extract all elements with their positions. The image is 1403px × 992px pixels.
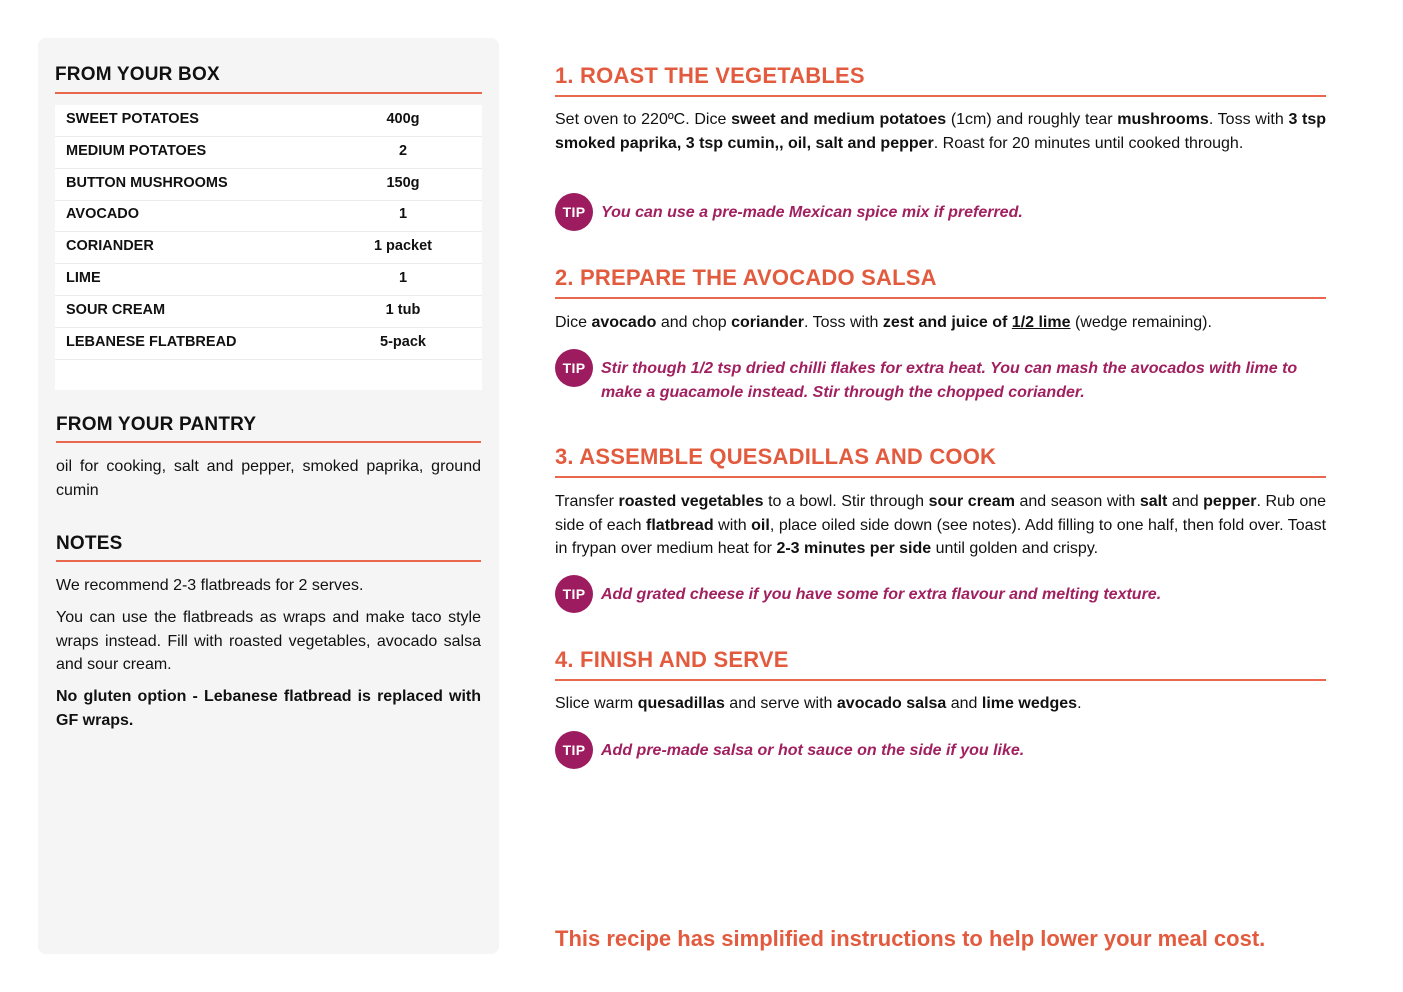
ingredient-name: MEDIUM POTATOES — [66, 142, 207, 159]
heading-rule — [56, 441, 481, 443]
ingredient-row — [55, 264, 482, 296]
step-text-run: Slice warm — [555, 695, 638, 712]
heading-rule — [55, 92, 482, 94]
step-text-emphasis: salt — [1139, 493, 1168, 510]
step-text-run: and chop — [656, 314, 732, 331]
step-text-emphasis: 2-3 minutes per side — [776, 540, 932, 557]
tip-badge: TIP — [555, 349, 593, 387]
step-text-emphasis: flatbread — [646, 516, 714, 534]
step-text-run: . — [1077, 695, 1082, 712]
ingredients-panel — [38, 38, 499, 954]
notes-heading: NOTES — [56, 533, 123, 554]
step-rule — [555, 679, 1326, 681]
notes-paragraph-2: You can use the flatbreads as wraps and make taco style wraps instead. Fill with roasted vegetables, avocado salsa and sour cream. — [56, 609, 481, 673]
ingredient-name: AVOCADO — [66, 206, 140, 223]
ingredient-row — [55, 296, 482, 328]
step-text-emphasis: avocado — [591, 314, 657, 331]
tip-badge: TIP — [555, 193, 593, 231]
step-text-run: . Toss with — [804, 314, 883, 331]
ingredient-name: LEBANESE FLATBREAD — [66, 333, 237, 350]
ingredient-quantity: 5-pack — [380, 333, 426, 350]
step-1-text — [555, 108, 1326, 155]
step-text-run: Set oven to 220ºC. Dice — [555, 111, 732, 128]
step-2-tip: Stir though 1/2 tsp dried chilli flakes for extra heat. You can mash the avocados with lime to make a guacamole instead. Stir through the chopped coriander. — [601, 360, 1298, 401]
step-4-tip: Add pre-made salsa or hot sauce on the side if you like. — [601, 742, 1025, 759]
step-text-emphasis: zest and juice of — [882, 314, 1012, 331]
step-text-emphasis: avocado salsa — [836, 695, 947, 712]
ingredients-table — [55, 105, 482, 390]
step-text-emphasis: coriander — [731, 314, 805, 331]
step-text-run: . Toss with — [1208, 111, 1289, 128]
ingredient-quantity: 1 — [398, 206, 408, 223]
ingredient-quantity: 1 tub — [385, 301, 421, 318]
step-text-emphasis: roasted vegetables — [618, 493, 764, 510]
footer-note: This recipe has simplified instructions to help lower your meal cost. — [555, 926, 1266, 951]
step-text-run: Dice — [555, 314, 592, 331]
tip-badge: TIP — [555, 731, 593, 769]
heading-rule — [56, 560, 481, 562]
step-text-run: and — [946, 695, 982, 712]
step-1-tip: You can use a pre-made Mexican spice mix if preferred. — [601, 204, 1023, 221]
ingredient-row — [55, 328, 482, 360]
step-text-run: until golden and crispy. — [931, 540, 1099, 557]
step-text-emphasis: oil — [751, 516, 770, 534]
step-4-text — [555, 692, 1326, 716]
step-rule — [555, 476, 1326, 478]
ingredient-name: SWEET POTATOES — [66, 111, 199, 127]
step-text-emphasis: lime wedges — [981, 695, 1078, 712]
step-2-title: 2. PREPARE THE AVOCADO SALSA — [555, 265, 937, 290]
ingredient-name: BUTTON MUSHROOMS — [66, 174, 228, 191]
step-text-run: , place oiled side down (see notes). Add filling to one half, then fold over. Toast in frypan over medium heat for — [555, 516, 1327, 557]
step-text-emphasis: pepper — [1203, 493, 1257, 510]
ingredient-quantity: 150g — [386, 174, 420, 191]
ingredient-name: SOUR CREAM — [66, 301, 166, 318]
step-text-emphasis: 1/2 lime — [1011, 314, 1071, 331]
ingredient-row — [55, 137, 482, 169]
step-text-run: Transfer — [555, 493, 619, 510]
ingredient-quantity: 400g — [386, 111, 420, 127]
step-text-emphasis: 3 tsp smoked paprika, 3 tsp cumin,, oil, salt and pepper — [555, 111, 1327, 152]
step-text-run: (wedge remaining). — [1070, 314, 1212, 331]
tip-badge: TIP — [555, 575, 593, 613]
step-text-run: (1cm) and roughly tear — [946, 111, 1118, 128]
step-text-emphasis: sweet and medium potatoes — [731, 111, 947, 128]
step-text-run: to a bowl. Stir through — [763, 493, 929, 510]
ingredient-row — [55, 232, 482, 264]
step-text-run: and — [1167, 493, 1204, 510]
ingredient-quantity: 2 — [398, 142, 408, 159]
notes-paragraph-1: We recommend 2-3 flatbreads for 2 serves. — [56, 577, 364, 594]
step-text-emphasis: quesadillas — [637, 695, 725, 712]
step-2-text — [555, 311, 1326, 335]
step-1-title: 1. ROAST THE VEGETABLES — [555, 63, 865, 88]
step-rule — [555, 297, 1326, 299]
ingredient-quantity: 1 packet — [373, 238, 433, 255]
step-4-title: 4. FINISH AND SERVE — [555, 647, 789, 672]
step-text-run: and season with — [1014, 493, 1140, 510]
ingredient-name: LIME — [66, 270, 101, 286]
step-text-run: . Rub one side of each — [555, 493, 1327, 534]
ingredient-row — [55, 200, 482, 232]
from-your-box-heading: FROM YOUR BOX — [55, 64, 220, 85]
step-text-run: and serve with — [724, 695, 837, 712]
ingredient-name: CORIANDER — [66, 238, 154, 255]
notes-paragraph-3: No gluten option - Lebanese flatbread is replaced with GF wraps. — [56, 688, 481, 729]
step-rule — [555, 95, 1326, 97]
step-3-tip: Add grated cheese if you have some for extra flavour and melting texture. — [601, 586, 1162, 603]
step-text-emphasis: sour cream — [928, 493, 1015, 510]
step-text-run: with — [713, 516, 752, 534]
step-text-emphasis: mushrooms — [1117, 111, 1209, 128]
step-text-run: . Roast for 20 minutes until cooked through. — [933, 134, 1244, 152]
step-3-text — [555, 490, 1326, 561]
from-your-pantry-heading: FROM YOUR PANTRY — [56, 414, 257, 435]
ingredient-row — [55, 169, 482, 201]
ingredient-quantity: 1 — [398, 270, 408, 286]
pantry-text: oil for cooking, salt and pepper, smoked paprika, ground cumin — [56, 458, 481, 499]
step-3-title: 3. ASSEMBLE QUESADILLAS AND COOK — [555, 444, 997, 469]
ingredient-row — [55, 105, 482, 137]
